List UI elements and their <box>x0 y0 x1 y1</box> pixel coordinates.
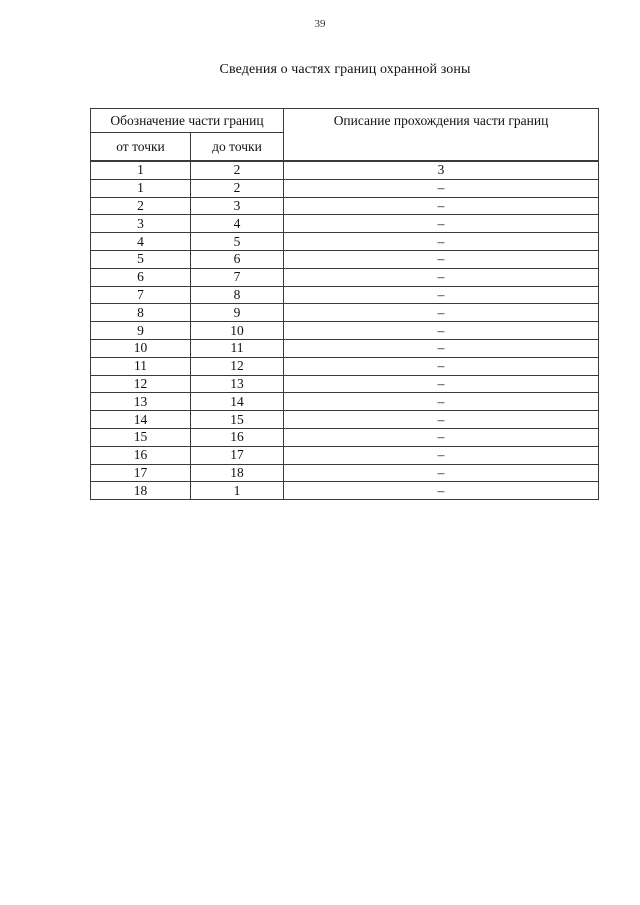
table-header <box>91 109 599 162</box>
table-row <box>91 375 599 393</box>
from-point-cell: 3 <box>91 215 191 233</box>
from-point-cell: 4 <box>91 233 191 251</box>
description-cell: – <box>284 357 599 375</box>
header-row-main <box>91 109 599 133</box>
table-row <box>91 179 599 197</box>
to-point-cell: 4 <box>191 215 284 233</box>
table-row <box>91 233 599 251</box>
description-cell: – <box>284 286 599 304</box>
to-point-cell: 9 <box>191 304 284 322</box>
to-point-cell: 15 <box>191 411 284 429</box>
from-point-cell: 12 <box>91 375 191 393</box>
from-point-cell: 15 <box>91 428 191 446</box>
to-point-cell: 5 <box>191 233 284 251</box>
table-row <box>91 393 599 411</box>
description-cell: – <box>284 215 599 233</box>
table-row <box>91 464 599 482</box>
from-point-cell: 9 <box>91 322 191 340</box>
table-row <box>91 286 599 304</box>
to-point-cell: 8 <box>191 286 284 304</box>
table-row <box>91 322 599 340</box>
table-row <box>91 304 599 322</box>
to-point-cell: 7 <box>191 268 284 286</box>
description-cell: – <box>284 250 599 268</box>
to-point-cell: 3 <box>191 197 284 215</box>
boundary-parts-table <box>90 108 599 500</box>
from-point-cell: 10 <box>91 339 191 357</box>
table-row <box>91 339 599 357</box>
to-point-cell: 13 <box>191 375 284 393</box>
description-cell: – <box>284 393 599 411</box>
header-boundary-part-designation: Обозначение части границ <box>91 109 284 133</box>
from-point-cell: 11 <box>91 357 191 375</box>
table-row <box>91 215 599 233</box>
table-row <box>91 428 599 446</box>
description-cell: – <box>284 179 599 197</box>
column-numbering-row <box>91 161 599 179</box>
from-point-cell: 18 <box>91 482 191 500</box>
table-row <box>91 250 599 268</box>
description-cell: – <box>284 322 599 340</box>
header-from-point: от точки <box>91 133 191 162</box>
from-point-cell: 7 <box>91 286 191 304</box>
from-point-cell: 6 <box>91 268 191 286</box>
to-point-cell: 2 <box>191 179 284 197</box>
from-point-cell: 8 <box>91 304 191 322</box>
description-cell: – <box>284 268 599 286</box>
description-cell: – <box>284 197 599 215</box>
from-point-cell: 17 <box>91 464 191 482</box>
to-point-cell: 6 <box>191 250 284 268</box>
to-point-cell: 12 <box>191 357 284 375</box>
description-cell: – <box>284 464 599 482</box>
description-cell: – <box>284 375 599 393</box>
column-number-3: 3 <box>284 161 599 179</box>
header-boundary-description: Описание прохождения части границ <box>284 109 599 162</box>
document-title: Сведения о частях границ охранной зоны <box>219 62 471 77</box>
description-cell: – <box>284 304 599 322</box>
description-cell: – <box>284 446 599 464</box>
to-point-cell: 17 <box>191 446 284 464</box>
from-point-cell: 16 <box>91 446 191 464</box>
from-point-cell: 2 <box>91 197 191 215</box>
to-point-cell: 10 <box>191 322 284 340</box>
description-cell: – <box>284 411 599 429</box>
description-cell: – <box>284 233 599 251</box>
to-point-cell: 16 <box>191 428 284 446</box>
from-point-cell: 14 <box>91 411 191 429</box>
table-body <box>91 161 599 500</box>
from-point-cell: 5 <box>91 250 191 268</box>
table-row <box>91 482 599 500</box>
to-point-cell: 18 <box>191 464 284 482</box>
description-cell: – <box>284 339 599 357</box>
table-row <box>91 357 599 375</box>
table-row <box>91 446 599 464</box>
header-to-point: до точки <box>191 133 284 162</box>
column-number-2: 2 <box>191 161 284 179</box>
page-number: 39 <box>314 18 326 30</box>
to-point-cell: 11 <box>191 339 284 357</box>
from-point-cell: 13 <box>91 393 191 411</box>
description-cell: – <box>284 428 599 446</box>
from-point-cell: 1 <box>91 179 191 197</box>
to-point-cell: 1 <box>191 482 284 500</box>
column-number-1: 1 <box>91 161 191 179</box>
table-row <box>91 268 599 286</box>
table-row <box>91 197 599 215</box>
table-row <box>91 411 599 429</box>
description-cell: – <box>284 482 599 500</box>
to-point-cell: 14 <box>191 393 284 411</box>
